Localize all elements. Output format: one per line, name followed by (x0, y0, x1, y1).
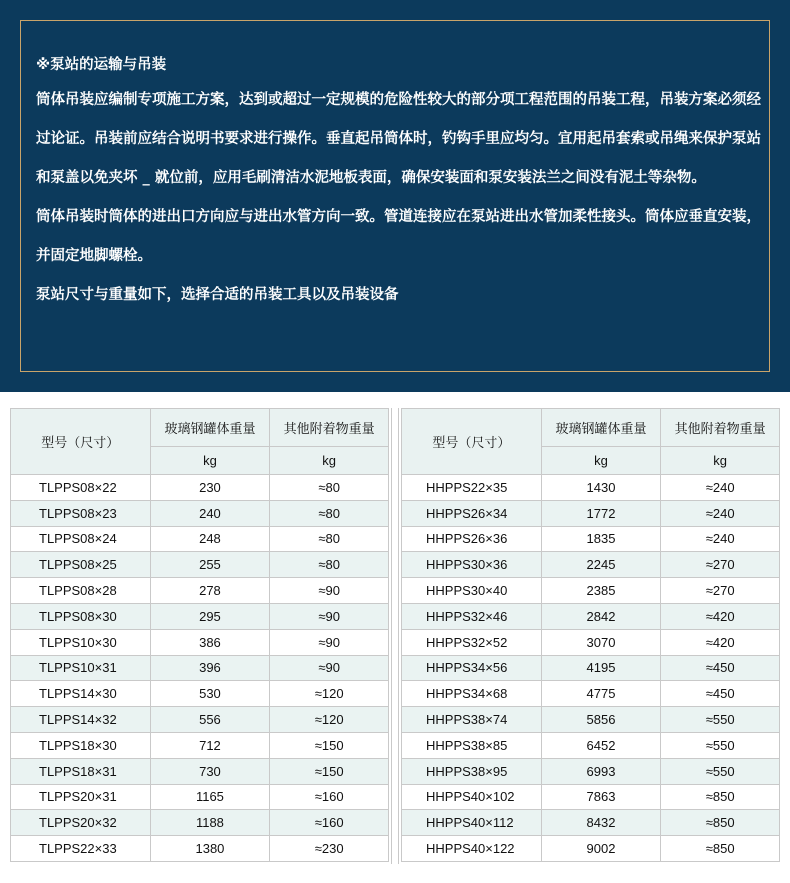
model-cell: HHPPS22×35 (402, 475, 542, 501)
other-weight-cell: ≈850 (661, 836, 780, 862)
table-row (402, 758, 780, 784)
tank-weight-cell: 6993 (541, 758, 661, 784)
intro-paragraph-1: 筒体吊装应编制专项施工方案，达到或超过一定规模的危险性较大的部分项工程范围的吊装工程，吊装方案必须经过论证。吊装前应结合说明书要求进行操作。垂直起吊筒体时，钓钩手里应均匀。宜用起吊套索或吊绳来保护泵站和泵盖以免夹坏 _ 就位前，应用毛刷清洁水泥地板表面，确保安装面和泵安装法兰之间没有泥土等杂物。 (36, 92, 761, 186)
table-row (11, 810, 389, 836)
tank-weight-cell: 230 (150, 475, 270, 501)
table-row (402, 836, 780, 862)
other-weight-cell: ≈150 (270, 758, 389, 784)
model-cell: HHPPS34×68 (402, 681, 542, 707)
other-weight-cell: ≈80 (270, 475, 389, 501)
tank-weight-cell: 8432 (541, 810, 661, 836)
header-unit-other: kg (661, 447, 780, 475)
tank-weight-cell: 3070 (541, 629, 661, 655)
other-weight-cell: ≈160 (270, 784, 389, 810)
spec-tables (10, 408, 780, 864)
intro-paragraph-2: 筒体吊装时筒体的进出口方向应与进出水管方向一致。管道连接应在泵站进出水管加柔性接头。筒体应垂直安装，并固定地脚螺栓。 (36, 209, 761, 264)
table-row (402, 578, 780, 604)
header-other-weight: 其他附着物重量 (270, 409, 389, 447)
header-unit-tank: kg (541, 447, 661, 475)
model-cell: TLPPS08×28 (11, 578, 151, 604)
tank-weight-cell: 2385 (541, 578, 661, 604)
table-row (402, 655, 780, 681)
intro-paragraph-3: 泵站尺寸与重量如下，选择合适的吊装工具以及吊装设备 (36, 287, 399, 303)
tank-weight-cell: 1380 (150, 836, 270, 862)
model-cell: TLPPS20×31 (11, 784, 151, 810)
table-row (11, 784, 389, 810)
tank-weight-cell: 2842 (541, 603, 661, 629)
other-weight-cell: ≈450 (661, 655, 780, 681)
table-row (402, 707, 780, 733)
intro-banner (0, 0, 790, 392)
table-row (11, 707, 389, 733)
table-row (11, 475, 389, 501)
table-divider (391, 408, 399, 864)
table-row (402, 500, 780, 526)
model-cell: HHPPS32×46 (402, 603, 542, 629)
tank-weight-cell: 1188 (150, 810, 270, 836)
header-unit-tank: kg (150, 447, 270, 475)
tank-weight-cell: 248 (150, 526, 270, 552)
model-cell: TLPPS18×31 (11, 758, 151, 784)
model-cell: HHPPS26×34 (402, 500, 542, 526)
table-row (11, 681, 389, 707)
other-weight-cell: ≈160 (270, 810, 389, 836)
table-row (402, 681, 780, 707)
other-weight-cell: ≈420 (661, 629, 780, 655)
table-row (402, 526, 780, 552)
other-weight-cell: ≈90 (270, 655, 389, 681)
model-cell: TLPPS08×23 (11, 500, 151, 526)
tank-weight-cell: 9002 (541, 836, 661, 862)
tank-weight-cell: 386 (150, 629, 270, 655)
tank-weight-cell: 1430 (541, 475, 661, 501)
tank-weight-cell: 1835 (541, 526, 661, 552)
header-model: 型号（尺寸） (11, 409, 151, 475)
other-weight-cell: ≈240 (661, 526, 780, 552)
other-weight-cell: ≈80 (270, 552, 389, 578)
spec-table-left (10, 408, 389, 862)
model-cell: HHPPS40×112 (402, 810, 542, 836)
other-weight-cell: ≈550 (661, 758, 780, 784)
intro-heading: ※泵站的运输与吊装 (36, 57, 167, 73)
model-cell: TLPPS14×32 (11, 707, 151, 733)
table-row (11, 732, 389, 758)
model-cell: HHPPS30×40 (402, 578, 542, 604)
tank-weight-cell: 278 (150, 578, 270, 604)
other-weight-cell: ≈850 (661, 784, 780, 810)
model-cell: HHPPS38×95 (402, 758, 542, 784)
table-row (11, 603, 389, 629)
model-cell: HHPPS32×52 (402, 629, 542, 655)
other-weight-cell: ≈240 (661, 475, 780, 501)
model-cell: HHPPS30×36 (402, 552, 542, 578)
tank-weight-cell: 730 (150, 758, 270, 784)
spec-table-right-body (402, 475, 780, 862)
tank-weight-cell: 5856 (541, 707, 661, 733)
spec-table-right (401, 408, 780, 862)
tank-weight-cell: 1772 (541, 500, 661, 526)
table-row (11, 629, 389, 655)
model-cell: TLPPS14×30 (11, 681, 151, 707)
other-weight-cell: ≈80 (270, 500, 389, 526)
other-weight-cell: ≈270 (661, 552, 780, 578)
model-cell: HHPPS40×102 (402, 784, 542, 810)
tank-weight-cell: 2245 (541, 552, 661, 578)
other-weight-cell: ≈230 (270, 836, 389, 862)
header-tank-weight: 玻璃钢罐体重量 (150, 409, 270, 447)
tank-weight-cell: 6452 (541, 732, 661, 758)
spec-table-left-body (11, 475, 389, 862)
other-weight-cell: ≈450 (661, 681, 780, 707)
tank-weight-cell: 396 (150, 655, 270, 681)
other-weight-cell: ≈420 (661, 603, 780, 629)
table-row (11, 500, 389, 526)
tank-weight-cell: 7863 (541, 784, 661, 810)
tank-weight-cell: 240 (150, 500, 270, 526)
tank-weight-cell: 556 (150, 707, 270, 733)
header-model: 型号（尺寸） (402, 409, 542, 475)
table-row (402, 603, 780, 629)
other-weight-cell: ≈120 (270, 681, 389, 707)
tank-weight-cell: 295 (150, 603, 270, 629)
model-cell: TLPPS10×31 (11, 655, 151, 681)
other-weight-cell: ≈550 (661, 707, 780, 733)
model-cell: TLPPS08×25 (11, 552, 151, 578)
table-row (11, 552, 389, 578)
table-row (402, 475, 780, 501)
model-cell: HHPPS26×36 (402, 526, 542, 552)
model-cell: TLPPS18×30 (11, 732, 151, 758)
table-row (402, 810, 780, 836)
table-row (402, 732, 780, 758)
intro-text (36, 46, 762, 315)
model-cell: HHPPS38×74 (402, 707, 542, 733)
header-tank-weight: 玻璃钢罐体重量 (541, 409, 661, 447)
other-weight-cell: ≈270 (661, 578, 780, 604)
table-row (11, 836, 389, 862)
model-cell: TLPPS08×30 (11, 603, 151, 629)
tank-weight-cell: 1165 (150, 784, 270, 810)
model-cell: TLPPS10×30 (11, 629, 151, 655)
other-weight-cell: ≈90 (270, 603, 389, 629)
model-cell: TLPPS22×33 (11, 836, 151, 862)
table-row (11, 526, 389, 552)
table-row (402, 784, 780, 810)
table-row (11, 578, 389, 604)
tank-weight-cell: 4195 (541, 655, 661, 681)
other-weight-cell: ≈90 (270, 629, 389, 655)
tank-weight-cell: 4775 (541, 681, 661, 707)
other-weight-cell: ≈150 (270, 732, 389, 758)
tank-weight-cell: 530 (150, 681, 270, 707)
other-weight-cell: ≈850 (661, 810, 780, 836)
model-cell: TLPPS08×22 (11, 475, 151, 501)
model-cell: HHPPS40×122 (402, 836, 542, 862)
table-row (11, 758, 389, 784)
other-weight-cell: ≈80 (270, 526, 389, 552)
tank-weight-cell: 712 (150, 732, 270, 758)
header-other-weight: 其他附着物重量 (661, 409, 780, 447)
other-weight-cell: ≈550 (661, 732, 780, 758)
header-unit-other: kg (270, 447, 389, 475)
table-row (402, 629, 780, 655)
model-cell: HHPPS34×56 (402, 655, 542, 681)
model-cell: HHPPS38×85 (402, 732, 542, 758)
tank-weight-cell: 255 (150, 552, 270, 578)
other-weight-cell: ≈90 (270, 578, 389, 604)
table-row (11, 655, 389, 681)
model-cell: TLPPS08×24 (11, 526, 151, 552)
table-row (402, 552, 780, 578)
other-weight-cell: ≈240 (661, 500, 780, 526)
model-cell: TLPPS20×32 (11, 810, 151, 836)
other-weight-cell: ≈120 (270, 707, 389, 733)
